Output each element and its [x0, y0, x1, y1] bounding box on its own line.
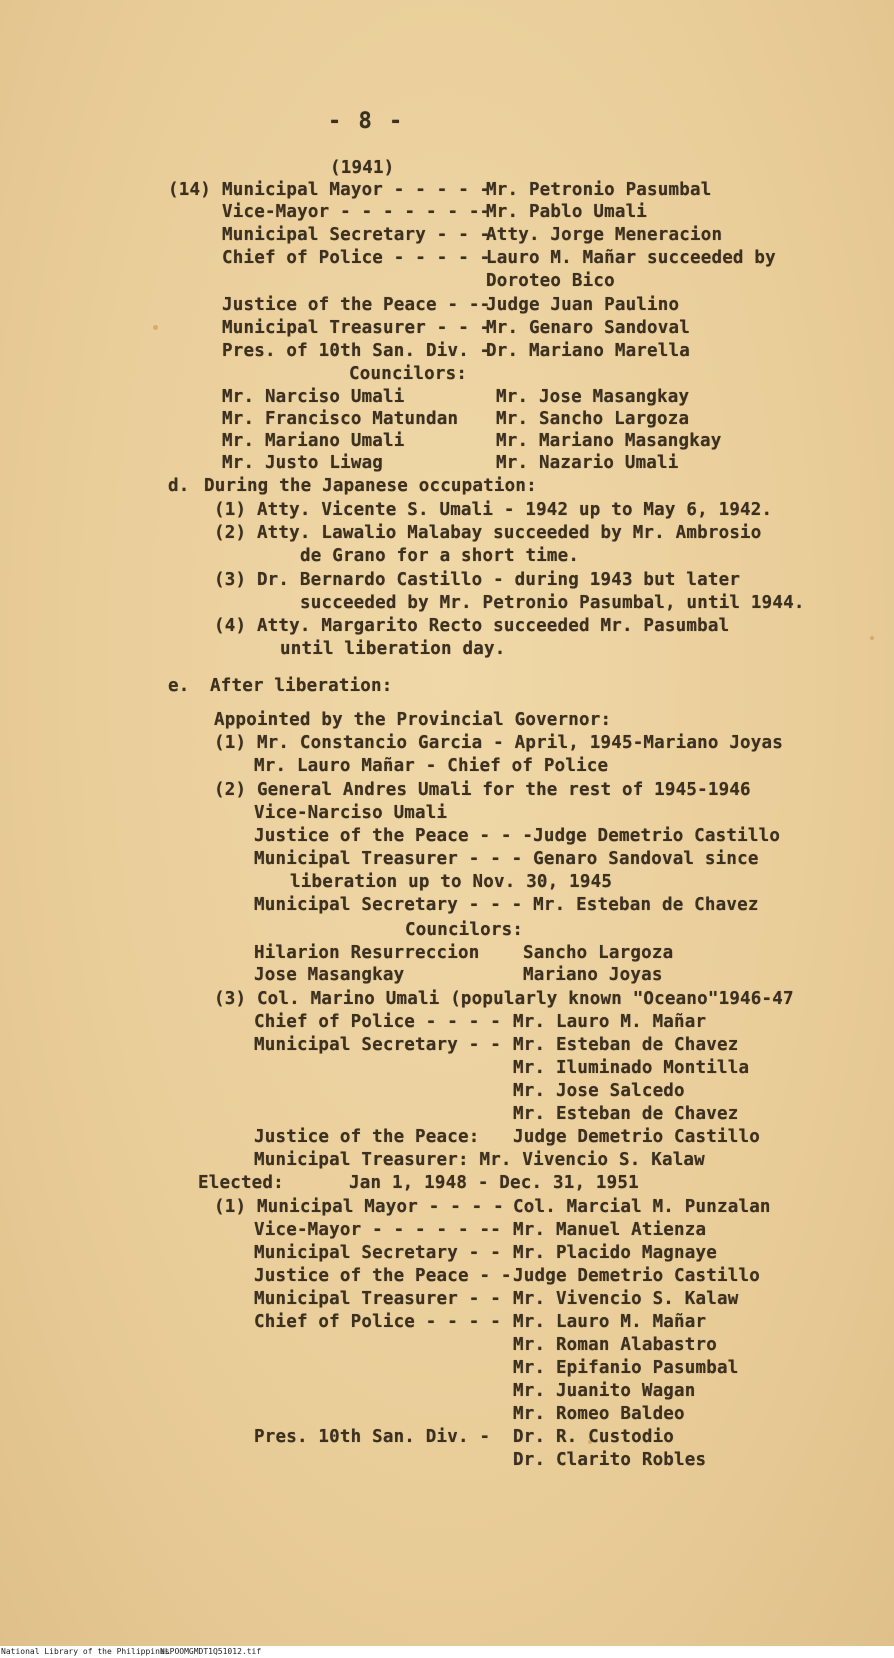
office-label: Municipal Secretary - -: [254, 1035, 501, 1055]
occupation-item-cont: succeeded by Mr. Petronio Pasumbal, until 1944.: [300, 593, 805, 613]
councilor: Mr. Mariano Umali: [222, 431, 405, 451]
liberation-item-cont: Municipal Treasurer: Mr. Vivencio S. Kalaw: [254, 1150, 705, 1170]
office-holder: Mr. Esteban de Chavez: [513, 1035, 739, 1055]
office-label: Vice-Mayor - - - - - --: [254, 1220, 501, 1240]
office-holder: Mr. Vivencio S. Kalaw: [513, 1289, 739, 1309]
year-heading: (1941): [330, 158, 395, 178]
councilor: Mr. Justo Liwag: [222, 453, 384, 473]
elected-label: Elected:: [198, 1173, 284, 1193]
office-label: Municipal Secretary - -: [254, 1243, 501, 1263]
occupation-item-cont: de Grano for a short time.: [300, 546, 580, 566]
liberation-item-cont: Justice of the Peace - - -Judge Demetrio Castillo: [254, 826, 781, 846]
office-label: Pres. of 10th San. Div. -: [222, 341, 491, 361]
councilor: Mr. Jose Masangkay: [496, 387, 690, 407]
liberation-item-cont: Municipal Secretary - - - Mr. Esteban de Chavez: [254, 895, 759, 915]
councilor: Mr. Nazario Umali: [496, 453, 679, 473]
occupation-item: (2) Atty. Lawalio Malabay succeeded by Mr. Ambrosio: [214, 523, 762, 543]
office-holder: Atty. Jorge Meneracion: [486, 225, 723, 245]
office-holder: Judge Juan Paulino: [486, 295, 680, 315]
office-holder: Mr. Juanito Wagan: [513, 1381, 696, 1401]
councilors-heading: Councilors:: [405, 920, 524, 940]
liberation-item-cont: Mr. Lauro Mañar - Chief of Police: [254, 756, 609, 776]
office-holder: Col. Marcial M. Punzalan: [513, 1197, 771, 1217]
footer-filename: NLPOOMGMDT1Q51012.tif: [160, 1647, 262, 1656]
office-label: Vice-Mayor - - - - - - --: [222, 202, 491, 222]
office-holder: Mr. Iluminado Montilla: [513, 1058, 750, 1078]
office-holder: Mr. Roman Alabastro: [513, 1335, 717, 1355]
councilor: Hilarion Resurreccion: [254, 943, 480, 963]
liberation-item: (1) Mr. Constancio Garcia - April, 1945-Mariano Joyas: [214, 733, 784, 753]
office-holder: Judge Demetrio Castillo: [513, 1266, 760, 1286]
elected-period: Jan 1, 1948 - Dec. 31, 1951: [349, 1173, 639, 1193]
office-holder: Mr. Jose Salcedo: [513, 1081, 685, 1101]
occupation-item: (3) Dr. Bernardo Castillo - during 1943 but later: [214, 570, 741, 590]
office-holder: Mr. Placido Magnaye: [513, 1243, 717, 1263]
office-holder: Dr. R. Custodio: [513, 1427, 675, 1447]
councilor: Mr. Sancho Largoza: [496, 409, 690, 429]
office-holder: Mr. Romeo Baldeo: [513, 1404, 685, 1424]
liberation-item: (3) Col. Marino Umali (popularly known "Oceano"1946-47: [214, 989, 794, 1009]
office-holder: Mr. Genaro Sandoval: [486, 318, 690, 338]
section-d-title: During the Japanese occupation:: [204, 476, 537, 496]
councilor: Mr. Mariano Masangkay: [496, 431, 722, 451]
appointed-heading: Appointed by the Provincial Governor:: [214, 710, 612, 730]
section-d-label: d.: [168, 476, 190, 496]
office-holder: Mr. Manuel Atienza: [513, 1220, 707, 1240]
office-label: Chief of Police - - - -: [254, 1012, 501, 1032]
office-label: Municipal Secretary - - -: [222, 225, 491, 245]
office-label: Justice of the Peace:: [254, 1127, 480, 1147]
councilor: Mariano Joyas: [523, 965, 663, 985]
liberation-item-cont: liberation up to Nov. 30, 1945: [290, 872, 613, 892]
office-label: Municipal Treasurer - - -: [222, 318, 491, 338]
office-holder: Lauro M. Mañar succeeded by: [486, 248, 776, 268]
footer-library: National Library of the Philippines: [1, 1647, 170, 1656]
office-holder: Mr. Pablo Umali: [486, 202, 648, 222]
ink-spot: [153, 325, 158, 330]
office-holder: Judge Demetrio Castillo: [513, 1127, 760, 1147]
councilor: Jose Masangkay: [254, 965, 405, 985]
occupation-item: (4) Atty. Margarito Recto succeeded Mr. Pasumbal: [214, 616, 730, 636]
councilor: Mr. Narciso Umali: [222, 387, 405, 407]
office-holder: Mr. Epifanio Pasumbal: [513, 1358, 739, 1378]
office-label: Chief of Police - - - - -: [222, 248, 491, 268]
page-number: - 8 -: [328, 109, 405, 134]
section-14-marker: (14): [168, 180, 211, 200]
liberation-item: (2) General Andres Umali for the rest of 1945-1946: [214, 780, 751, 800]
councilor: Mr. Francisco Matundan: [222, 409, 459, 429]
office-label: Chief of Police - - - -: [254, 1312, 501, 1332]
office-holder: Mr. Lauro M. Mañar: [513, 1012, 707, 1032]
ink-spot: [870, 636, 874, 640]
office-holder: Mr. Esteban de Chavez: [513, 1104, 739, 1124]
section-e-title: After liberation:: [210, 676, 393, 696]
office-holder: Dr. Clarito Robles: [513, 1450, 707, 1470]
office-holder: Mr. Petronio Pasumbal: [486, 180, 712, 200]
office-label: Municipal Treasurer - -: [254, 1289, 501, 1309]
councilors-heading: Councilors:: [349, 364, 468, 384]
office-holder: Mr. Lauro M. Mañar: [513, 1312, 707, 1332]
section-e-label: e.: [168, 676, 190, 696]
occupation-item: (1) Atty. Vicente S. Umali - 1942 up to May 6, 1942.: [214, 500, 773, 520]
liberation-item-cont: Municipal Treasurer - - - Genaro Sandoval since: [254, 849, 759, 869]
occupation-item-cont: until liberation day.: [280, 639, 506, 659]
liberation-item-cont: Vice-Narciso Umali: [254, 803, 448, 823]
office-label: Municipal Mayor - - - - -: [222, 180, 491, 200]
office-label: Justice of the Peace - --: [222, 295, 491, 315]
office-label: (1) Municipal Mayor - - - -: [214, 1197, 504, 1217]
scan-footer: [0, 1646, 894, 1658]
office-holder: Dr. Mariano Marella: [486, 341, 690, 361]
office-holder: Doroteo Bico: [486, 271, 615, 291]
office-label: Pres. 10th San. Div. -: [254, 1427, 491, 1447]
office-label: Justice of the Peace - -: [254, 1266, 512, 1286]
councilor: Sancho Largoza: [523, 943, 674, 963]
